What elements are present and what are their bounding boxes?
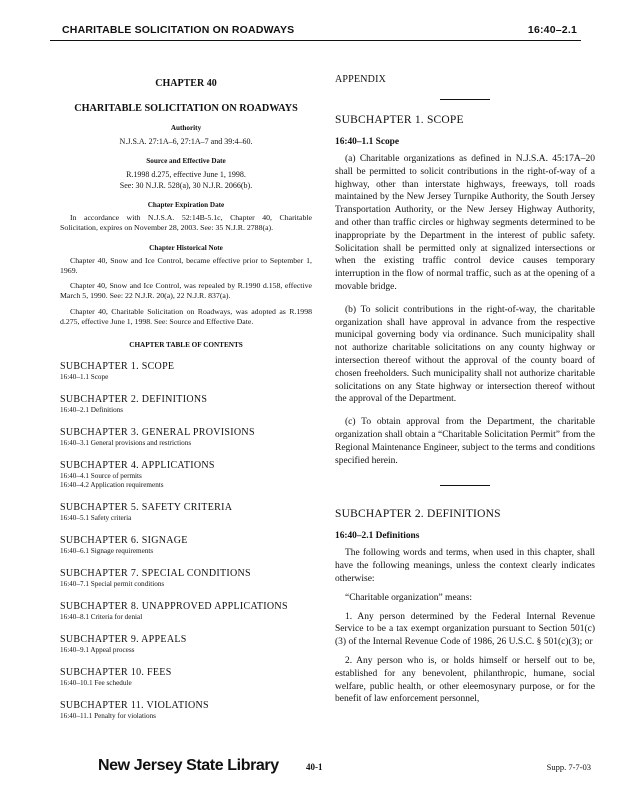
right-column xyxy=(335,74,595,712)
authority-text: N.J.S.A. 27:1A–6, 27:1A–7 and 39:4–60. xyxy=(119,137,253,146)
body-paragraph: (b) To solicit contributions in the right-of-way, the charitable organization shall have approval in advance from the respective municipal governing body via ordinance. Such municipality shall not authorize charitable solicitations on any county highway or intersection thereof without the approval of the county board of chosen freeholders. Such municipality shall not authorize charitable solicitations on any State highway or intersection thereof without the approval of the Department. xyxy=(335,304,595,405)
section-heading: 16:40–2.1 Definitions xyxy=(335,531,420,542)
authority-heading: Authority xyxy=(170,124,202,132)
toc-subchapter: SUBCHAPTER 10. FEES xyxy=(60,667,172,679)
definition-item: 2. Any person who is, or holds himself or herself out to be, established for any benevolent, philanthropic, humane, social welfare, public health, or other eleemosynary purpose, or for the benefit of law enforcement personnel, xyxy=(335,655,595,705)
toc-subchapter: SUBCHAPTER 11. VIOLATIONS xyxy=(60,700,209,712)
toc-subchapter: SUBCHAPTER 9. APPEALS xyxy=(60,634,187,646)
history-heading: Chapter Historical Note xyxy=(149,243,223,252)
library-logo: New Jersey State Library xyxy=(98,757,279,774)
toc-section: 16:40–1.1 Scope xyxy=(60,373,109,382)
toc-section: 16:40–3.1 General provisions and restrictions xyxy=(60,439,192,448)
toc-section: 16:40–4.2 Application requirements xyxy=(60,481,164,490)
toc-heading: CHAPTER TABLE OF CONTENTS xyxy=(129,341,243,350)
toc-subchapter: SUBCHAPTER 2. DEFINITIONS xyxy=(60,394,208,406)
appendix-label: APPENDIX xyxy=(335,74,387,85)
definition-item: 1. Any person determined by the Federal Internal Revenue Service to be a tax exempt organization pursuant to Section 501(c)(3) of the Internal Revenue Code of 1986, 26 U.S.C. § 501(c)(3); or xyxy=(335,611,595,648)
section-divider xyxy=(440,485,490,486)
toc-subchapter: SUBCHAPTER 5. SAFETY CRITERIA xyxy=(60,502,233,514)
toc-subchapter: SUBCHAPTER 7. SPECIAL CONDITIONS xyxy=(60,568,251,580)
subchapter-heading: SUBCHAPTER 1. SCOPE xyxy=(335,114,464,126)
header-section-number: 16:40–2.1 xyxy=(527,24,577,36)
body-paragraph: (c) To obtain approval from the Department, the charitable organization shall obtain a “Charitable Solicitation Permit” from the Regional Maintenance Engineer, subject to the terms and conditions specified herein. xyxy=(335,417,595,466)
toc-subchapter: SUBCHAPTER 6. SIGNAGE xyxy=(60,535,188,547)
page-number: 40-1 xyxy=(306,762,323,772)
chapter-number: CHAPTER 40 xyxy=(155,78,217,89)
chapter-name: CHARITABLE SOLICITATION ON ROADWAYS xyxy=(74,103,298,114)
history-paragraph: Chapter 40, Snow and Ice Control, was repealed by R.1990 d.158, effective March 5, 1990. See: 22 N.J.R. 20(a), 22 N.J.R. 837(a). xyxy=(60,281,312,301)
toc-section: 16:40–7.1 Special permit conditions xyxy=(60,580,165,589)
toc-section: 16:40–5.1 Safety criteria xyxy=(60,514,132,523)
left-column xyxy=(60,74,312,733)
source-text xyxy=(60,169,312,191)
table-of-contents xyxy=(60,361,312,720)
section-divider xyxy=(440,99,490,100)
history-paragraph: Chapter 40, Charitable Solicitation on Roadways, was adopted as R.1998 d.275, effective June 1, 1998. See: Source and Effective Date. xyxy=(60,306,312,327)
toc-subchapter: SUBCHAPTER 4. APPLICATIONS xyxy=(60,460,215,472)
section-heading: 16:40–1.1 Scope xyxy=(335,137,400,147)
source-heading: Source and Effective Date xyxy=(146,157,226,165)
expiration-text: In accordance with N.J.S.A. 52:14B-5.1c, Chapter 40, Charitable Solicitation, expires on November 28, 2003. See: 35 N.J.R. 2788(a). xyxy=(60,213,312,233)
running-header xyxy=(50,24,581,41)
toc-section: 16:40–11.1 Penalty for violations xyxy=(60,712,156,721)
toc-subchapter: SUBCHAPTER 3. GENERAL PROVISIONS xyxy=(60,427,255,439)
toc-section: 16:40–8.1 Criteria for denial xyxy=(60,613,143,622)
toc-section: 16:40–2.1 Definitions xyxy=(60,406,124,415)
subchapter-heading: SUBCHAPTER 2. DEFINITIONS xyxy=(335,508,501,521)
toc-section: 16:40–9.1 Appeal process xyxy=(60,646,135,655)
toc-section: 16:40–4.1 Source of permits xyxy=(60,472,142,481)
source-line: See: 30 N.J.R. 528(a), 30 N.J.R. 2066(b). xyxy=(119,181,253,190)
toc-section: 16:40–6.1 Signage requirements xyxy=(60,547,154,556)
supplement-date: Supp. 7-7-03 xyxy=(546,762,591,772)
toc-subchapter: SUBCHAPTER 8. UNAPPROVED APPLICATIONS xyxy=(60,601,288,613)
body-paragraph: (a) Charitable organizations as defined in N.J.S.A. 45:17A–20 shall be permitted to solicit contributions in the right-of-way of a highway, other than interstate highways, freeways, toll roads maintained by the New Jersey Turnpike Authority, the South Jersey Transportation Authority, or the New Jersey Highway Authority, and other than traffic circles or highway segments determined to be inappropriate by the Department in the interest of public safety. Solicitation shall be permitted only at signalized intersections or when the existing traffic control device causes temporary interruption in the flow of normal traffic, such as at the opening of a movable bridge. xyxy=(335,154,595,292)
source-line: R.1998 d.275, effective June 1, 1998. xyxy=(126,170,246,179)
definition-term: “Charitable organization” means: xyxy=(345,592,472,603)
toc-subchapter: SUBCHAPTER 1. SCOPE xyxy=(60,361,175,373)
body-paragraph: The following words and terms, when used in this chapter, shall have the following meanings, unless the context clearly indicates otherwise: xyxy=(335,548,595,584)
expiration-heading: Chapter Expiration Date xyxy=(147,201,225,209)
toc-section: 16:40–10.1 Fee schedule xyxy=(60,679,132,688)
header-title: CHARITABLE SOLICITATION ON ROADWAYS xyxy=(62,24,295,36)
history-paragraph: Chapter 40, Snow and Ice Control, became effective prior to September 1, 1969. xyxy=(60,255,312,275)
